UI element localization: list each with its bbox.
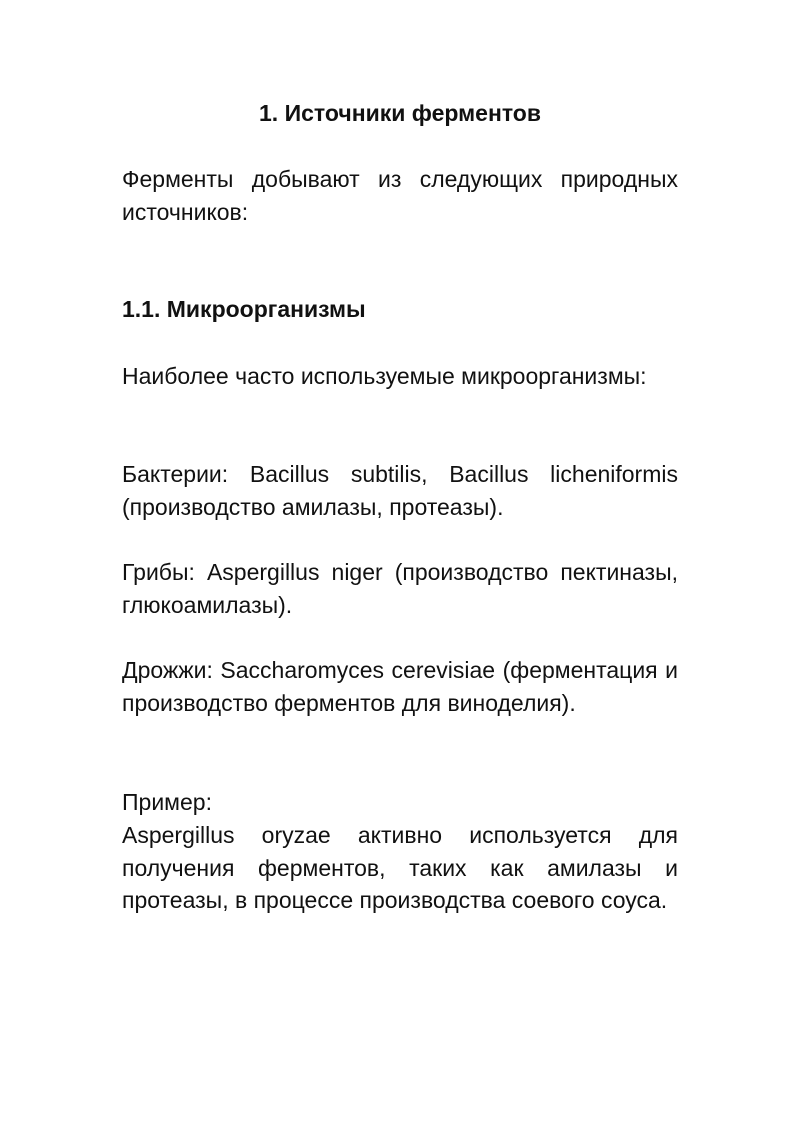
- example-label: Пример:: [122, 789, 212, 815]
- fungi-paragraph: Грибы: Aspergillus niger (производство пектиназы, глюкоамилазы).: [122, 559, 678, 618]
- page-title: 1. Источники ферментов: [259, 100, 541, 126]
- example-paragraph: Aspergillus oryzae активно используется для получения ферментов, таких как амилазы и протеазы, в процессе производства соевого соуса.: [122, 822, 678, 913]
- intro-paragraph: Ферменты добывают из следующих природных источников:: [122, 166, 678, 225]
- bacteria-paragraph: Бактерии: Bacillus subtilis, Bacillus licheniformis (производство амилазы, протеазы).: [122, 461, 678, 520]
- section-heading: 1.1. Микроорганизмы: [122, 296, 366, 322]
- yeast-paragraph: Дрожжи: Saccharomyces cerevisiae (ферментация и производство ферментов для виноделия).: [122, 657, 678, 716]
- microorganisms-lead-paragraph: Наиболее часто используемые микроорганизмы:: [122, 363, 647, 389]
